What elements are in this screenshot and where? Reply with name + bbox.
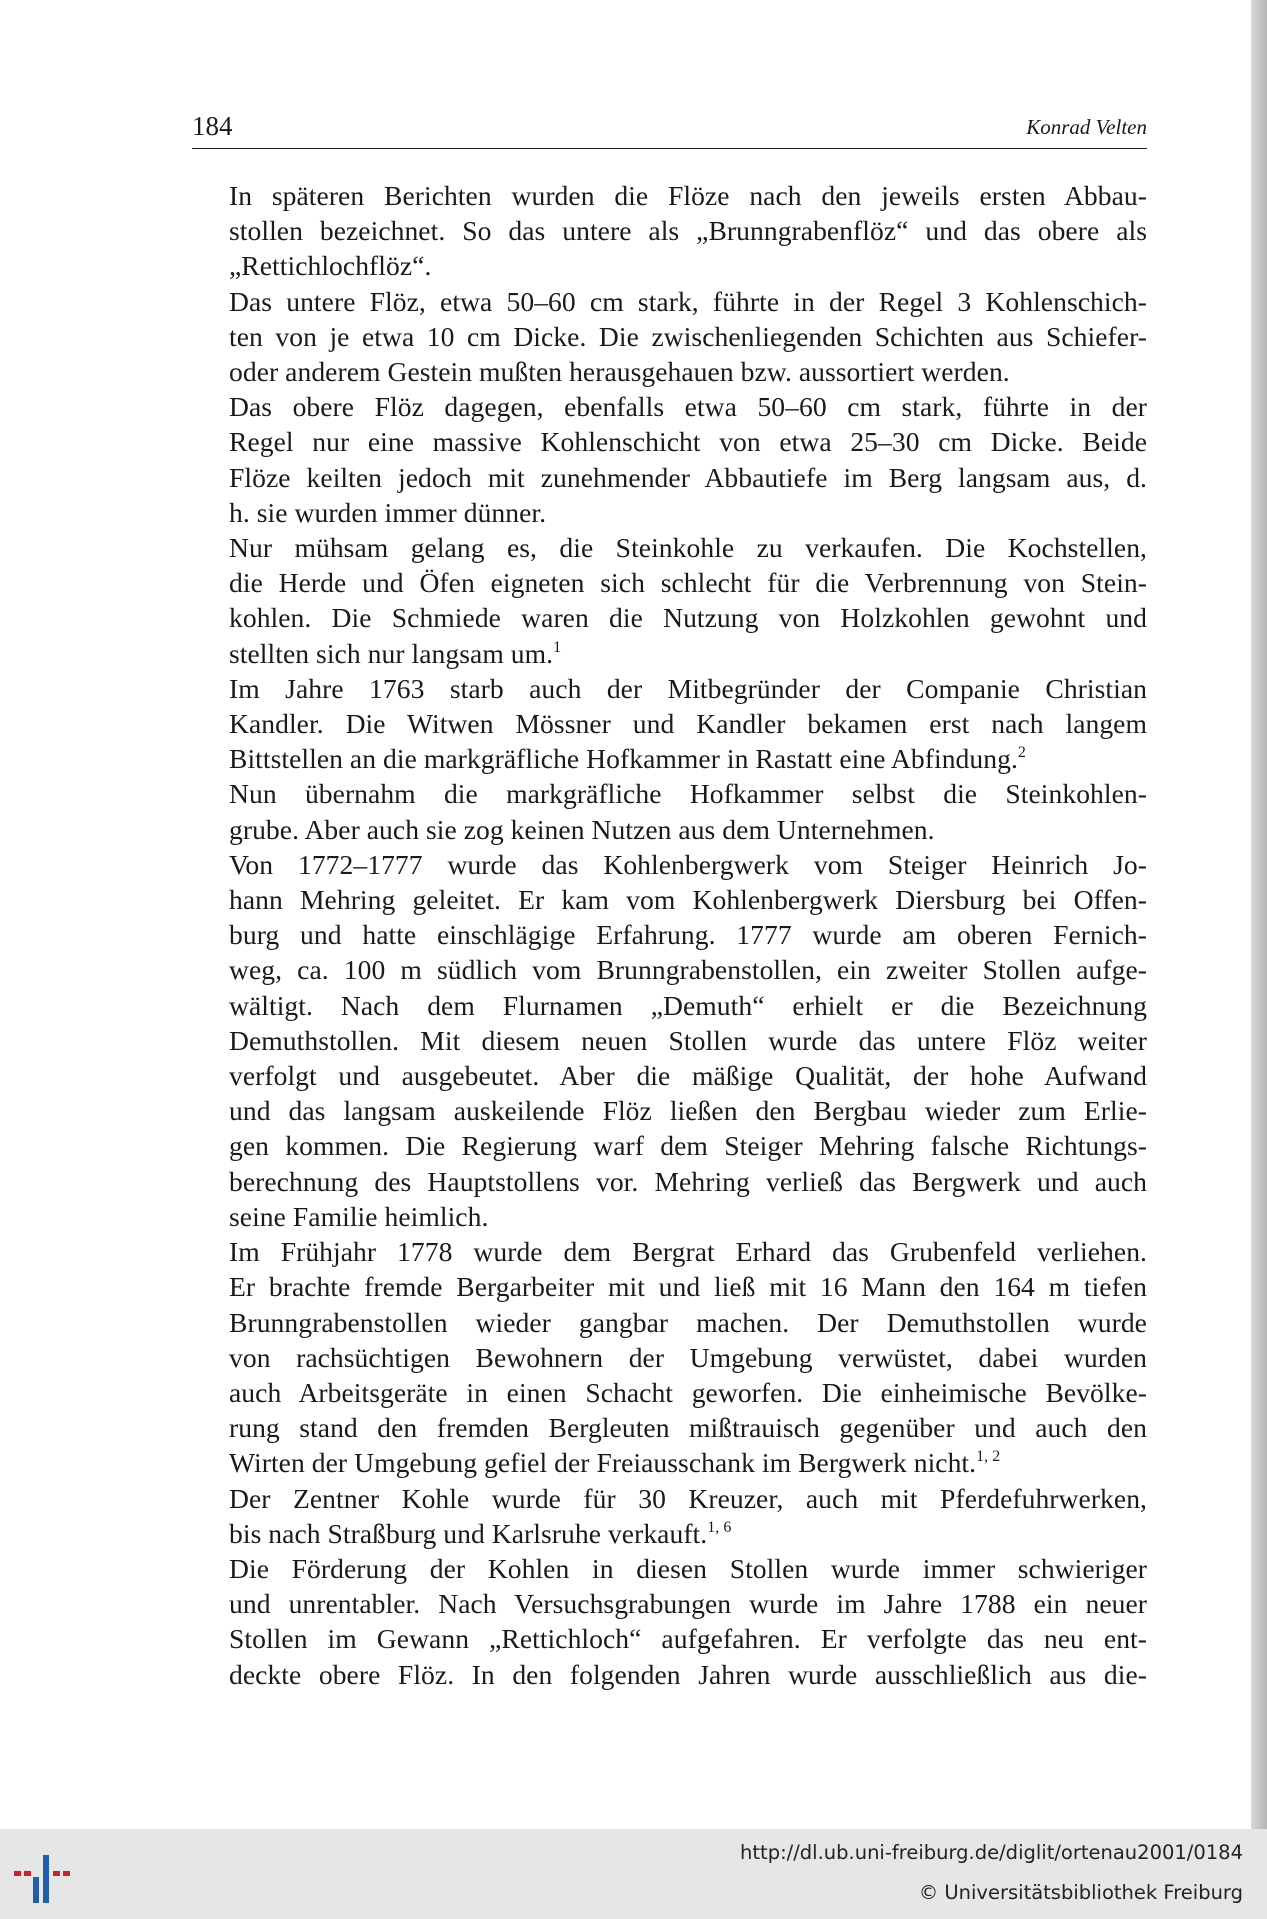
paragraph	[192, 284, 1147, 390]
text-line: „Rettichlochflöz“.	[229, 250, 432, 282]
text-line: ten von je etwa 10 cm Dicke. Die zwischenliegenden Schichten aus Schiefer-	[229, 320, 1147, 352]
footnote-ref[interactable]: 1	[553, 638, 562, 656]
text-line: Die Förderung der Kohlen in diesen Stollen wurde immer schwieriger	[229, 1552, 1147, 1584]
page-number: 184	[192, 111, 233, 141]
paragraph	[192, 530, 1147, 671]
text-line: und unrentabler. Nach Versuchsgrabungen wurde im Jahre 1788 ein neuer	[229, 1588, 1147, 1620]
paragraph	[192, 178, 1147, 284]
text-line: burg und hatte einschlägige Erfahrung. 1777 wurde am oberen Fernich-	[229, 919, 1147, 951]
paragraph	[192, 389, 1147, 530]
text-line: Brunngrabenstollen wieder gangbar machen. Der Demuthstollen wurde	[229, 1306, 1147, 1338]
text-line: wältigt. Nach dem Flurnamen „Demuth“ erhielt er die Bezeichnung	[229, 989, 1147, 1021]
text-line: Kandler. Die Witwen Mössner und Kandler bekamen erst nach langem	[229, 708, 1147, 740]
text-line: Im Frühjahr 1778 wurde dem Bergrat Erhard das Grubenfeld verliehen.	[229, 1236, 1147, 1268]
text-line: seine Familie heimlich.	[229, 1200, 489, 1232]
paragraph	[192, 776, 1147, 846]
text-line: berechnung des Hauptstollens vor. Mehring verließ das Bergwerk und auch	[229, 1165, 1147, 1197]
text-line: rung stand den fremden Bergleuten mißtrauisch gegenüber und auch den	[229, 1412, 1147, 1444]
text-line: kohlen. Die Schmiede waren die Nutzung von Holzkohlen gewohnt und	[229, 602, 1147, 634]
footer-copyright: © Universitätsbibliothek Freiburg	[918, 1881, 1243, 1904]
footnote-ref[interactable]: 1, 2	[976, 1448, 1001, 1466]
page-edge-shadow	[1251, 0, 1267, 1829]
text-line: Bittstellen an die markgräfliche Hofkammer in Rastatt eine Abfindung.$^2$	[229, 743, 1026, 775]
ub-freiburg-logo-icon	[14, 1841, 80, 1907]
text-line: Demuthstollen. Mit diesem neuen Stollen wurde das untere Flöz weiter	[229, 1024, 1147, 1056]
text-line: die Herde und Öfen eigneten sich schlecht für die Verbrennung von Stein-	[229, 567, 1147, 599]
text-line: Flöze keilten jedoch mit zunehmender Abbautiefe im Berg langsam aus, d.	[229, 461, 1147, 493]
text-line: Regel nur eine massive Kohlenschicht von etwa 25–30 cm Dicke. Beide	[229, 426, 1147, 458]
text-line: In späteren Berichten wurden die Flöze nach den jeweils ersten Abbau-	[229, 180, 1147, 211]
paragraph	[192, 1551, 1147, 1692]
text-line: Nun übernahm die markgräfliche Hofkammer selbst die Steinkohlen-	[229, 778, 1147, 810]
text-line: bis nach Straßburg und Karlsruhe verkauft.$^{1, 6}$	[229, 1517, 732, 1549]
text-line: Der Zentner Kohle wurde für 30 Kreuzer, auch mit Pferdefuhrwerken,	[229, 1482, 1147, 1514]
text-line: weg, ca. 100 m südlich vom Brunngrabenstollen, ein zweiter Stollen aufge-	[229, 954, 1147, 986]
text-line: deckte obere Flöz. In den folgenden Jahren wurde ausschließlich aus die-	[229, 1658, 1147, 1690]
text-line: verfolgt und ausgebeutet. Aber die mäßige Qualität, der hohe Aufwand	[229, 1060, 1147, 1092]
footnote-ref[interactable]: 1, 6	[707, 1518, 732, 1536]
text-line: Das obere Flöz dagegen, ebenfalls etwa 50–60 cm stark, führte in der	[229, 391, 1147, 423]
text-line: h. sie wurden immer dünner.	[229, 496, 547, 528]
text-line: stollen bezeichnet. So das untere als „Brunngrabenflöz“ und das obere als	[229, 215, 1147, 247]
body-text	[192, 178, 1147, 1692]
text-line: von rachsüchtigen Bewohnern der Umgebung verwüstet, dabei wurden	[229, 1341, 1147, 1373]
page-header	[192, 108, 1147, 149]
footnote-ref[interactable]: 2	[1017, 744, 1026, 762]
text-line: Er brachte fremde Bergarbeiter mit und ließ mit 16 Mann den 164 m tiefen	[229, 1271, 1147, 1303]
text-line: Wirten der Umgebung gefiel der Freiausschank im Bergwerk nicht.$^{1, 2}$	[229, 1447, 1001, 1479]
running-head-author: Konrad Velten	[1026, 115, 1147, 139]
paragraph	[192, 671, 1147, 777]
text-line: Stollen im Gewann „Rettichloch“ aufgefahren. Er verfolgte das neu ent-	[229, 1623, 1147, 1655]
paragraph	[192, 1481, 1147, 1551]
text-line: Im Jahre 1763 starb auch der Mitbegründer der Companie Christian	[229, 672, 1147, 704]
text-line: Das untere Flöz, etwa 50–60 cm stark, führte in der Regel 3 Kohlenschich-	[229, 285, 1147, 317]
paragraph	[192, 1234, 1147, 1480]
footer-permalink[interactable]: http://dl.ub.uni-freiburg.de/diglit/ortenau2001/0184	[740, 1841, 1243, 1864]
paragraph	[192, 847, 1147, 1234]
text-line: und das langsam auskeilende Flöz ließen den Bergbau wieder zum Erlie-	[229, 1095, 1147, 1127]
text-line: stellten sich nur langsam um.$^1$	[229, 637, 562, 669]
text-line: hann Mehring geleitet. Er kam vom Kohlenbergwerk Diersburg bei Offen-	[229, 884, 1147, 916]
text-line: oder anderem Gestein mußten herausgehauen bzw. aussortiert werden.	[229, 356, 1010, 388]
text-line: auch Arbeitsgeräte in einen Schacht geworfen. Die einheimische Bevölke-	[229, 1376, 1147, 1408]
text-line: gen kommen. Die Regierung warf dem Steiger Mehring falsche Richtungs-	[229, 1130, 1147, 1162]
text-line: Nur mühsam gelang es, die Steinkohle zu verkaufen. Die Kochstellen,	[229, 532, 1147, 564]
text-line: Von 1772–1777 wurde das Kohlenbergwerk vom Steiger Heinrich Jo-	[229, 848, 1147, 880]
text-line: grube. Aber auch sie zog keinen Nutzen aus dem Unternehmen.	[229, 813, 935, 845]
